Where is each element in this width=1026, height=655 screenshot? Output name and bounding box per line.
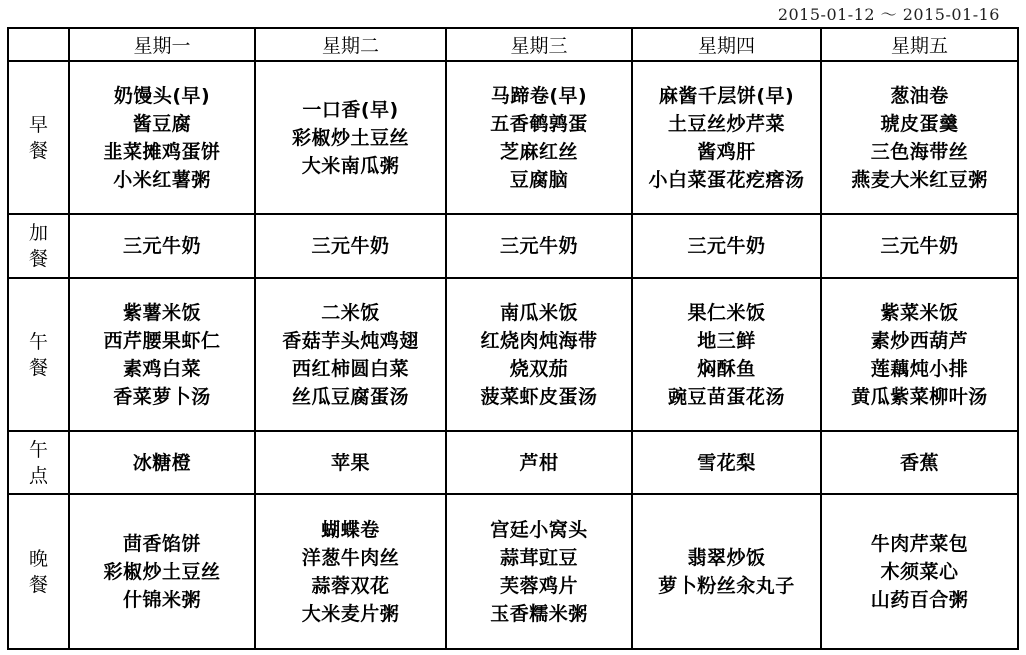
dish-item: 玉香糯米粥 <box>490 602 588 625</box>
dish-item: 琥皮蛋羹 <box>880 112 959 135</box>
meal-label-text: 午点 <box>28 438 48 487</box>
meal-label <box>8 494 69 649</box>
dish-item: 马蹄卷(早) <box>490 84 588 107</box>
dish-item: 苹果 <box>330 451 370 474</box>
menu-cell <box>69 214 255 278</box>
menu-cell <box>632 278 821 431</box>
meal-label-text: 晚餐 <box>28 547 48 596</box>
weekly-menu-table <box>7 27 1019 650</box>
dish-item: 西红柿圆白菜 <box>291 357 409 380</box>
day-header-thursday: 星期四 <box>632 28 821 61</box>
dish-item: 萝卜粉丝汆丸子 <box>658 574 795 597</box>
dish-item: 酱豆腐 <box>132 112 192 135</box>
menu-cell <box>446 278 632 431</box>
dish-item: 彩椒炒土豆丝 <box>291 126 409 149</box>
dish-item: 三元牛奶 <box>687 235 766 257</box>
dish-item: 香菇芋头炖鸡翅 <box>282 329 419 352</box>
dish-item: 紫薯米饭 <box>122 301 201 324</box>
day-header-friday: 星期五 <box>821 28 1018 61</box>
menu-cell <box>446 494 632 649</box>
day-header-row <box>8 28 1018 61</box>
menu-cell <box>632 494 821 649</box>
dish-item: 茴香馅饼 <box>122 532 201 555</box>
menu-cell <box>821 278 1018 431</box>
menu-cell <box>821 214 1018 278</box>
dish-item: 菠菜虾皮蛋汤 <box>480 385 598 408</box>
menu-cell <box>69 61 255 214</box>
dish-item: 蝴蝶卷 <box>321 518 380 541</box>
dish-item: 莲藕炖小排 <box>870 357 969 380</box>
dish-item: 三元牛奶 <box>499 235 578 257</box>
menu-cell <box>69 431 255 494</box>
dish-item: 烧双茄 <box>509 357 569 380</box>
dish-item: 蒜蓉双花 <box>311 574 390 597</box>
menu-cell <box>255 214 446 278</box>
dish-item: 芝麻红丝 <box>499 140 578 163</box>
meal-row-lunch <box>8 278 1018 431</box>
menu-cell <box>69 278 255 431</box>
dish-item: 什锦米粥 <box>122 588 201 611</box>
dish-item: 牛肉芹菜包 <box>870 532 969 555</box>
dish-item: 黄瓜紫菜柳叶汤 <box>851 385 988 408</box>
dish-item: 蒜茸豇豆 <box>499 546 578 569</box>
dish-item: 翡翠炒饭 <box>687 546 766 569</box>
dish-item: 葱油卷 <box>890 84 949 107</box>
meal-row-snack <box>8 214 1018 278</box>
dish-item: 果仁米饭 <box>687 301 766 324</box>
menu-cell <box>446 61 632 214</box>
menu-cell <box>446 431 632 494</box>
dish-item: 南瓜米饭 <box>499 301 578 324</box>
dish-item: 洋葱牛肉丝 <box>301 546 400 569</box>
menu-cell <box>255 494 446 649</box>
corner-cell <box>8 28 69 61</box>
menu-cell <box>632 431 821 494</box>
dish-item: 三元牛奶 <box>311 235 390 257</box>
meal-row-afternoon-snack <box>8 431 1018 494</box>
dish-item: 红烧肉炖海带 <box>480 329 598 352</box>
dish-item: 小白菜蛋花疙瘩汤 <box>648 168 805 191</box>
dish-item: 冰糖橙 <box>132 451 192 474</box>
dish-item: 地三鲜 <box>697 329 756 352</box>
dish-item: 三元牛奶 <box>122 235 201 257</box>
dish-item: 香菜萝卜汤 <box>113 385 211 408</box>
dish-item: 素鸡白菜 <box>122 357 201 380</box>
meal-label <box>8 214 69 278</box>
dish-item: 一口香(早) <box>302 98 399 121</box>
dish-item: 紫菜米饭 <box>880 301 959 324</box>
menu-cell <box>821 431 1018 494</box>
dish-item: 燕麦大米红豆粥 <box>851 168 988 191</box>
dish-item: 芦柑 <box>519 451 559 474</box>
dish-item: 韭菜摊鸡蛋饼 <box>103 140 221 163</box>
menu-cell <box>255 278 446 431</box>
dish-item: 三元牛奶 <box>880 235 959 257</box>
menu-cell <box>632 61 821 214</box>
dish-item: 雪花梨 <box>697 451 756 474</box>
day-header-wednesday: 星期三 <box>446 28 632 61</box>
dish-item: 芙蓉鸡片 <box>499 574 578 597</box>
menu-cell <box>255 431 446 494</box>
dish-item: 二米饭 <box>321 301 380 324</box>
menu-cell <box>821 494 1018 649</box>
dish-item: 丝瓜豆腐蛋汤 <box>291 385 409 408</box>
dish-item: 土豆丝炒芹菜 <box>667 112 785 135</box>
dish-item: 大米麦片粥 <box>301 602 400 625</box>
dish-item: 素炒西葫芦 <box>870 329 969 352</box>
dish-item: 香蕉 <box>899 451 939 474</box>
dish-item: 彩椒炒土豆丝 <box>103 560 221 583</box>
menu-cell <box>632 214 821 278</box>
meal-label <box>8 431 69 494</box>
menu-cell <box>69 494 255 649</box>
dish-item: 焖酥鱼 <box>697 357 756 380</box>
meal-row-breakfast <box>8 61 1018 214</box>
menu-cell <box>255 61 446 214</box>
day-header-monday: 星期一 <box>69 28 255 61</box>
dish-item: 豌豆苗蛋花汤 <box>667 385 785 408</box>
dish-item: 大米南瓜粥 <box>301 154 400 177</box>
date-range: 2015-01-12 ～ 2015-01-16 <box>777 5 1000 24</box>
day-header-tuesday: 星期二 <box>255 28 446 61</box>
dish-item: 木须菜心 <box>880 560 959 583</box>
meal-label-text: 加餐 <box>28 222 48 270</box>
meal-row-dinner <box>8 494 1018 649</box>
dish-item: 麻酱千层饼(早) <box>658 84 795 107</box>
dish-item: 五香鹌鹑蛋 <box>490 112 588 135</box>
dish-item: 酱鸡肝 <box>697 140 756 163</box>
menu-cell <box>821 61 1018 214</box>
dish-item: 西芹腰果虾仁 <box>103 329 221 352</box>
dish-item: 小米红薯粥 <box>113 168 211 191</box>
dish-item: 宫廷小窝头 <box>490 518 588 541</box>
dish-item: 三色海带丝 <box>870 140 969 163</box>
dish-item: 奶馒头(早) <box>113 84 211 107</box>
meal-label <box>8 61 69 214</box>
meal-label-text: 早餐 <box>28 113 48 162</box>
meal-label-text: 午餐 <box>28 330 48 379</box>
dish-item: 山药百合粥 <box>870 588 969 611</box>
meal-label <box>8 278 69 431</box>
menu-cell <box>446 214 632 278</box>
dish-item: 豆腐脑 <box>509 168 569 191</box>
